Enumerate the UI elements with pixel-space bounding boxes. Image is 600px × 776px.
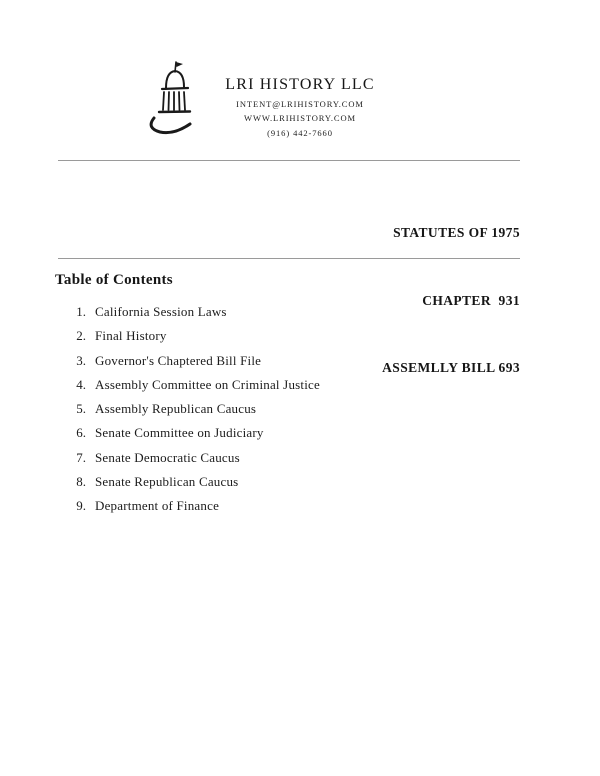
toc-item-label: California Session Laws [95,304,227,319]
toc-item-number: 3. [76,352,86,368]
toc-item-number: 5. [76,401,86,417]
toc-item-number: 7. [76,449,86,465]
toc-item-number: 1. [76,304,86,319]
bill-info [382,177,520,425]
toc-item-number: 9. [76,498,86,514]
toc-item-label: Assembly Committee on Criminal Justice [95,376,320,392]
toc-item [68,401,320,425]
company-name: LRI HISTORY LLC [225,76,375,93]
assembly-bill-line: ASSEMLLY BILL 693 [382,360,520,375]
toc-item [68,425,320,449]
toc-item [68,304,320,328]
toc-item-number: 4. [76,376,86,392]
company-website: WWW.LRIHISTORY.COM [244,113,356,123]
toc-item-number: 8. [76,474,86,490]
toc-title: Table of Contents [55,272,173,288]
toc-item-label: Assembly Republican Caucus [95,401,257,417]
toc-item [68,450,320,474]
letterhead [0,76,600,138]
toc-item [68,353,320,377]
divider-top [58,160,520,161]
toc-item [68,328,320,352]
toc-item-number: 2. [76,328,86,344]
toc-item-number: 6. [76,425,86,441]
toc-item [68,377,320,401]
toc-item-label: Final History [95,328,167,344]
statutes-line: STATUTES OF 1975 [393,225,520,240]
company-email: INTENT@LRIHISTORY.COM [236,98,364,109]
toc-item-label: Senate Democratic Caucus [95,449,240,465]
toc-list [68,304,320,523]
chapter-line: CHAPTER 931 [422,292,520,308]
toc-item [68,474,320,498]
toc-item-label: Senate Committee on Judiciary [95,425,264,441]
company-phone: (916) 442-7660 [267,127,333,138]
toc-item [68,498,320,522]
toc-item-label: Senate Republican Caucus [95,474,239,490]
toc-item-label: Governor's Chaptered Bill File [95,352,262,368]
toc-item-label: Department of Finance [95,498,220,514]
divider-bottom [58,258,520,259]
